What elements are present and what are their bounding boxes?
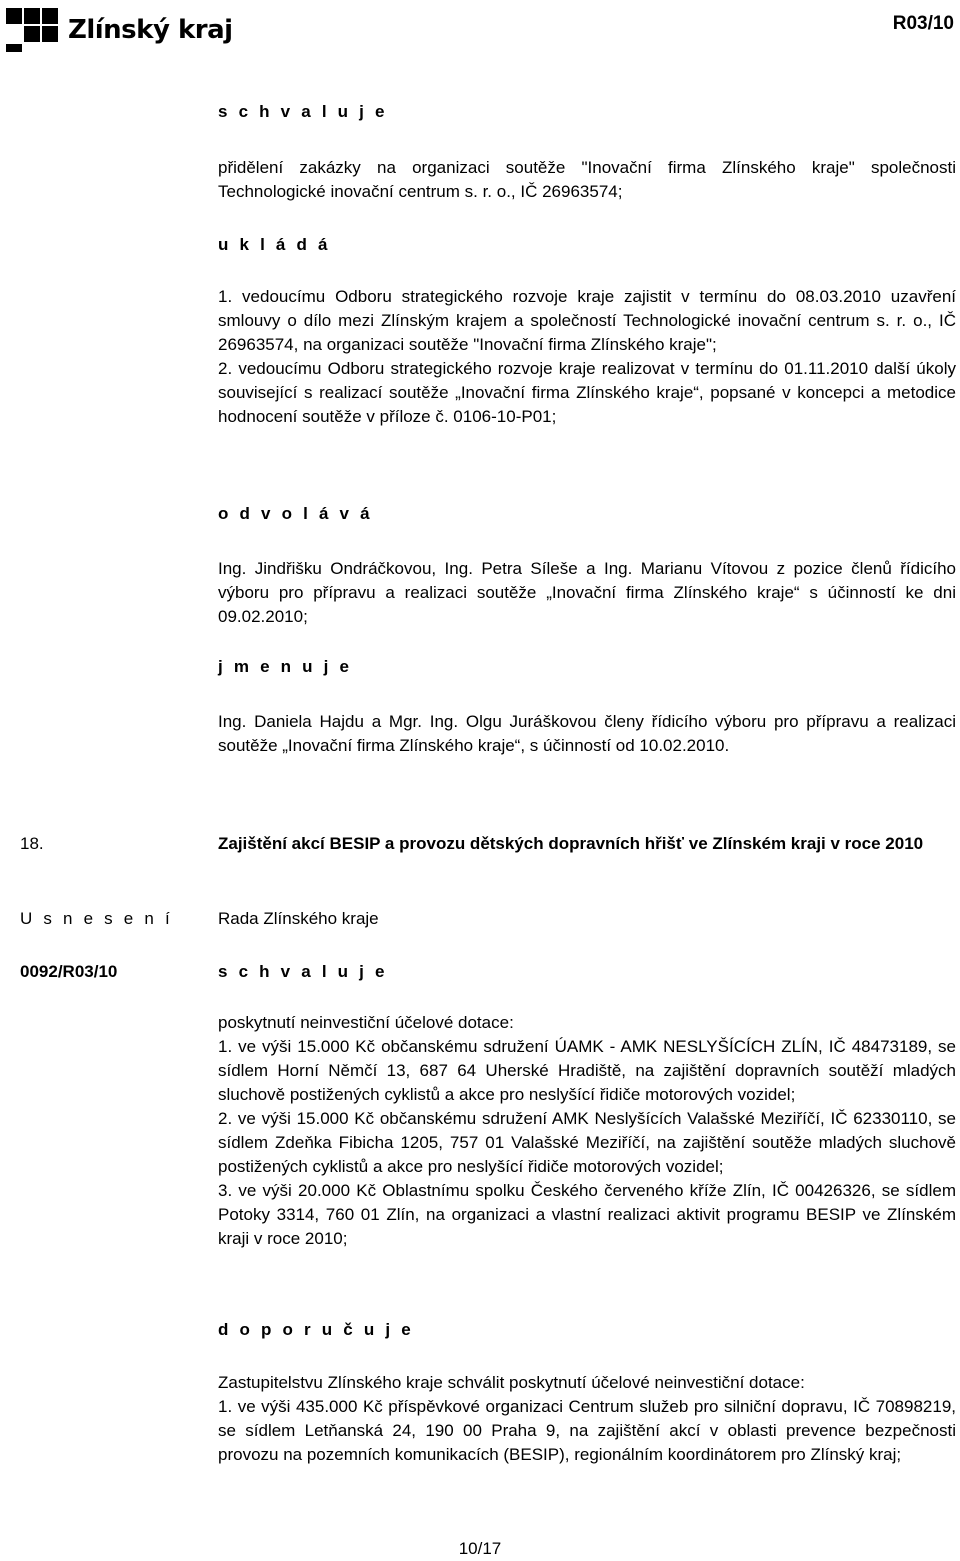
- list-item: 1. ve výši 435.000 Kč příspěvkové organizaci Centrum služeb pro silniční dopravu, IČ 70898219, se sídlem Letňanská 24, 190 00 Praha 9, na zajištění akcí v oblasti prevence bezpečnosti provozu na pozemních komunikacích (BESIP), regionálním koordinátorem pro Zlínský kraj;: [218, 1397, 956, 1464]
- logo-mark-icon: [6, 8, 62, 52]
- paragraph: přidělení zakázky na organizaci soutěže "Inovační firma Zlínského kraje" společnosti Technologické inovační centrum s. r. o., IČ 26963574;: [218, 158, 956, 201]
- intro: poskytnutí neinvestiční účelové dotace:: [218, 1013, 514, 1032]
- zlinsky-kraj-logo: [6, 6, 233, 54]
- list-item: 1. vedoucímu Odboru strategického rozvoje kraje zajistit v termínu do 08.03.2010 uzavření smlouvy o dílo mezi Zlínským krajem a společností Technologické inovační centrum s. r. o., IČ 26963574, na organizaci soutěže "Inovační firma Zlínského kraje";: [218, 287, 956, 354]
- paragraph: Ing. Jindřišku Ondráčkovou, Ing. Petra Síleše a Ing. Marianu Vítovou z pozice členů řídicího výboru pro přípravu a realizaci soutěže „Inovační firma Zlínského kraje“ s účinností ke dni 09.02.2010;: [218, 559, 956, 626]
- resolution-label: U s n e s e n í: [20, 909, 173, 928]
- document-id: R03/10: [892, 13, 954, 34]
- logo-text: Zlínský kraj: [68, 15, 233, 45]
- verb-schvaluje: s c h v a l u j e: [218, 102, 388, 121]
- resolution-number: 0092/R03/10: [20, 962, 118, 981]
- page-number: 10/17: [458, 1539, 502, 1558]
- schvaluje-2-list: [218, 1011, 956, 1251]
- uklada-list: [218, 285, 956, 429]
- schvaluje-text: [218, 156, 956, 204]
- item-title: [218, 832, 956, 856]
- intro: Zastupitelstvu Zlínského kraje schválit poskytnutí účelové neinvestiční dotace:: [218, 1373, 805, 1392]
- resolution-body: Rada Zlínského kraje: [218, 909, 379, 928]
- verb-schvaluje-2: s c h v a l u j e: [218, 962, 388, 981]
- title-text: Zajištění akcí BESIP a provozu dětských dopravních hřišť ve Zlínském kraji v roce 2010: [218, 834, 924, 853]
- paragraph: Ing. Daniela Hajdu a Mgr. Ing. Olgu Juráškovou členy řídicího výboru pro přípravu a realizaci soutěže „Inovační firma Zlínského kraje“, s účinností od 10.02.2010.: [218, 712, 956, 755]
- item-number: 18.: [20, 834, 44, 853]
- verb-uklada: u k l á d á: [218, 235, 331, 254]
- list-item: 2. vedoucímu Odboru strategického rozvoje kraje realizovat v termínu do 01.11.2010 další úkoly související s realizací soutěže „Inovační firma Zlínského kraje“, popsané v koncepci a metodice hodnocení soutěže v příloze č. 0106-10-P01;: [218, 359, 956, 426]
- verb-odvolava: o d v o l á v á: [218, 504, 373, 523]
- list-item: 1. ve výši 15.000 Kč občanskému sdružení ÚAMK - AMK NESLYŠÍCÍCH ZLÍN, IČ 48473189, se sídlem Horní Němčí 13, 687 64 Uherské Hradiště, na zajištění dopravních soutěží mladých sluchově postižených cyklistů a akce pro neslyšící řidiče motorových vozidel;: [218, 1037, 956, 1104]
- jmenuje-text: [218, 710, 956, 758]
- odvolava-text: [218, 557, 956, 629]
- verb-doporucuje: d o p o r u č u j e: [218, 1320, 414, 1339]
- list-item: 2. ve výši 15.000 Kč občanskému sdružení AMK Neslyšících Valašské Meziříčí, IČ 62330110, se sídlem Zdeňka Fibicha 1205, 757 01 Valašské Meziříčí, na zajištění soutěže mladých sluchově postižených cyklistů a akce pro neslyšící řidiče motorových vozidel;: [218, 1109, 956, 1176]
- verb-jmenuje: j m e n u j e: [218, 657, 353, 676]
- list-item: 3. ve výši 20.000 Kč Oblastnímu spolku Českého červeného kříže Zlín, IČ 00426326, se sídlem Potoky 3314, 760 01 Zlín, na organizaci a vlastní realizaci aktivit programu BESIP ve Zlínském kraji v roce 2010;: [218, 1181, 956, 1248]
- doporucuje-list: [218, 1371, 956, 1467]
